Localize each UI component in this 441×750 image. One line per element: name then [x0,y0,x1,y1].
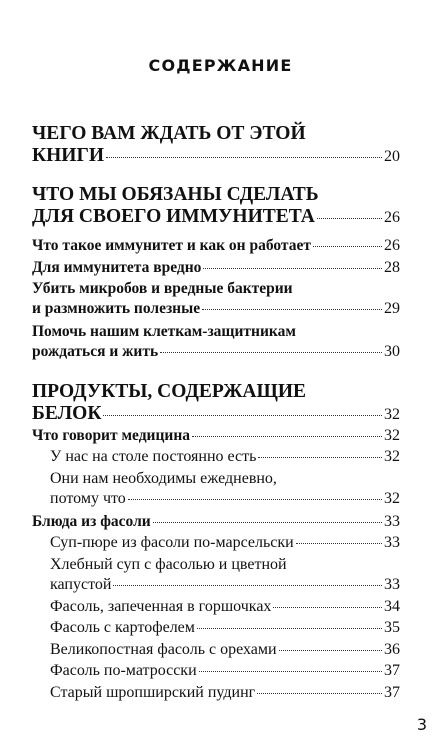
toc-item-entry[interactable] [50,555,400,595]
toc-entry-label: Суп-пюре из фасоли по-марсельски [50,534,294,551]
leader-dots [296,543,382,544]
toc-section-entry[interactable] [32,123,400,168]
leader-dots [313,246,382,247]
toc-page-number: 20 [384,148,400,165]
toc-entry-label: Фасоль по-матросски [50,662,197,679]
toc-entry-label: Блюда из фасоли [32,513,151,530]
leader-dots [199,671,382,672]
toc-page-number: 34 [384,598,400,615]
toc-entry-line1: Они нам необходимы ежедневно, [50,470,277,487]
toc-page-number: 35 [384,619,400,636]
toc-entry-line1: Убить микробов и вредные бактерии [32,280,293,297]
leader-dots [202,309,382,310]
toc-subsection-entry[interactable] [32,279,400,319]
toc-entry-label: и размножить полезные [32,300,201,317]
page-number: 3 [416,715,427,734]
toc-subsection-entry[interactable] [32,426,400,446]
toc-item-entry[interactable] [50,683,400,703]
toc-page-number: 37 [384,662,400,679]
toc-entry-label: Старый шропширский пудинг [50,684,256,701]
toc-page-number: 32 [384,406,400,423]
toc-entry-label: капустой [50,576,112,593]
toc-entry-label: БЕЛОК [32,403,102,424]
toc-entry-label: КНИГИ [32,145,105,166]
leader-dots [203,268,382,269]
toc-subsection-entry[interactable] [32,512,400,532]
leader-dots [317,218,382,219]
toc-item-entry[interactable] [50,661,400,681]
toc-section-entry[interactable] [32,184,400,229]
toc-entry-label: Великопостная фасоль с орехами [50,641,277,658]
leader-dots [257,693,382,694]
toc-entry-label: рождаться и жить [32,343,159,360]
toc-item-entry[interactable] [50,618,400,638]
leader-dots [273,607,382,608]
toc-entry-label: Для иммунитета вредно [32,259,202,276]
toc-entry-line1: Хлебный суп с фасолью и цветной [50,556,287,573]
toc-item-entry[interactable] [50,447,400,467]
toc-entry-label: Что говорит медицина [32,427,191,444]
toc-entry-line1: Помочь нашим клеткам-защитникам [32,323,296,340]
toc-page-number: 36 [384,641,400,658]
toc-page-number: 33 [384,576,400,593]
leader-dots [106,157,382,158]
leader-dots [113,585,382,586]
leader-dots [197,628,382,629]
toc-page-number: 30 [384,343,400,360]
toc-page-number: 26 [384,237,400,254]
toc-page-number: 32 [384,448,400,465]
page-title: СОДЕРЖАНИЕ [148,56,293,75]
toc-entry-line1: ПРОДУКТЫ, СОДЕРЖАЩИЕ [32,381,307,402]
toc-item-entry[interactable] [50,640,400,660]
toc-entry-line1: ЧТО МЫ ОБЯЗАНЫ СДЕЛАТЬ [32,184,319,205]
toc-entry-label: Фасоль, запеченная в горшочках [50,598,272,615]
toc-page-number: 29 [384,300,400,317]
toc-page-number: 37 [384,684,400,701]
toc-page-number: 32 [384,427,400,444]
toc-page-number: 26 [384,209,400,226]
toc-section-entry[interactable] [32,381,400,426]
toc-entry-label: Фасоль с картофелем [50,619,195,636]
leader-dots [153,522,382,523]
toc-item-entry[interactable] [50,533,400,553]
leader-dots [258,457,382,458]
toc-subsection-entry[interactable] [32,258,400,278]
toc-subsection-entry[interactable] [32,322,400,362]
leader-dots [160,352,382,353]
toc-entry-label: У нас на столе постоянно есть [50,448,257,465]
toc-page-number: 32 [384,490,400,507]
leader-dots [279,650,382,651]
leader-dots [103,415,382,416]
toc-page-number: 33 [384,513,400,530]
toc-page-number: 33 [384,534,400,551]
toc-page-number: 28 [384,259,400,276]
toc-entry-label: потому что [50,490,126,507]
leader-dots [128,499,382,500]
toc-entry-label: Что такое иммунитет и как он работает [32,237,311,254]
toc-item-entry[interactable] [50,469,400,509]
leader-dots [192,436,382,437]
toc-item-entry[interactable] [50,597,400,617]
toc-subsection-entry[interactable] [32,236,400,256]
toc-entry-label: ДЛЯ СВОЕГО ИММУНИТЕТА [32,206,315,227]
toc-entry-line1: ЧЕГО ВАМ ЖДАТЬ ОТ ЭТОЙ [32,123,306,144]
